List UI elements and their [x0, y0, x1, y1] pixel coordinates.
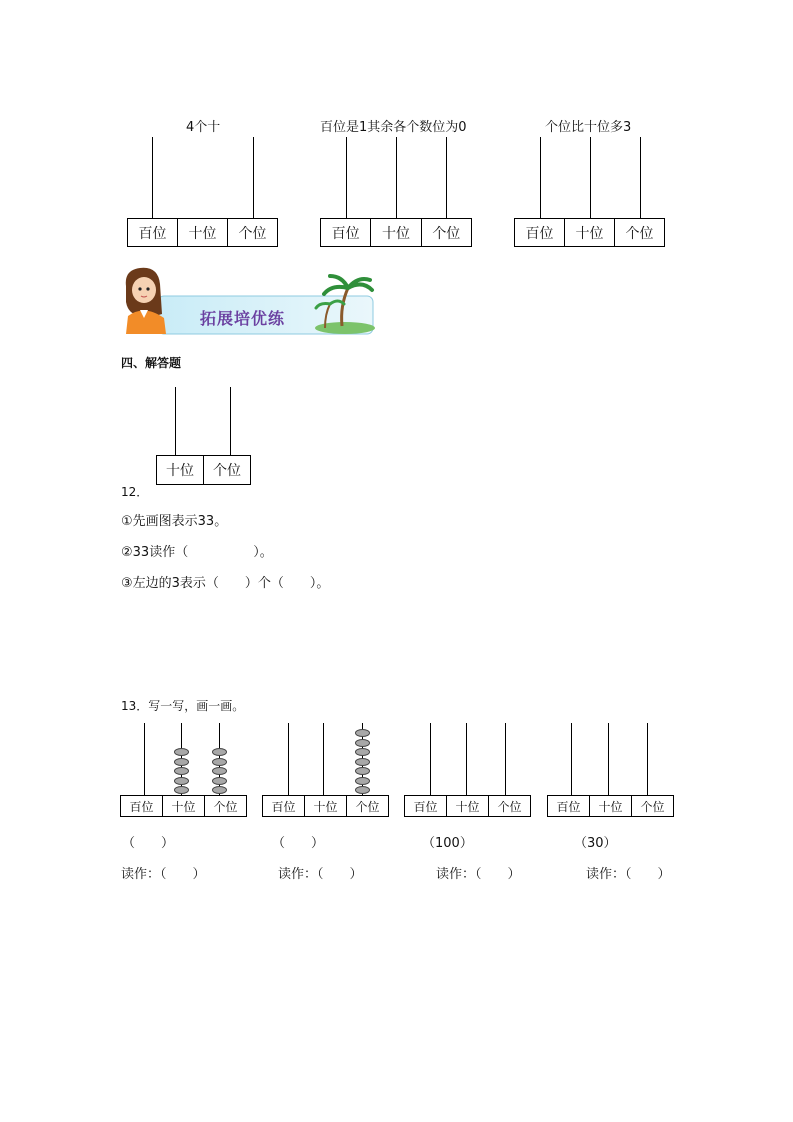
abacus-bead: [355, 729, 370, 737]
abacus-rod: [571, 723, 572, 796]
abacus-bead: [174, 767, 189, 775]
abacus-rod: [505, 723, 506, 796]
tens-cell: 十位: [590, 796, 632, 816]
section-title: 四、解答题: [121, 356, 182, 370]
abacus-rod: [346, 137, 347, 218]
abacus-bead: [212, 767, 227, 775]
place-value-table: [120, 795, 247, 817]
abacus-bead: [355, 786, 370, 794]
abacus-rod: [466, 723, 467, 796]
abacus-rod: [608, 723, 609, 796]
ones-cell: 个位: [640, 799, 665, 814]
hundreds-cell: 百位: [121, 796, 163, 816]
q12-line-3: ③左边的3表示（ ）个（ ）。: [121, 576, 330, 591]
q12-line-1: ①先画图表示33。: [121, 514, 228, 529]
ones-cell: 个位: [497, 799, 522, 814]
abacus-rod: [175, 387, 176, 456]
tens-cell: 十位: [447, 796, 489, 816]
abacus-label: 个位比十位多3: [545, 120, 632, 135]
tens-cell: 十位: [157, 456, 204, 484]
abacus-bead: [212, 748, 227, 756]
ones-cell: 个位: [625, 225, 654, 242]
ones-cell: 个位: [355, 799, 380, 814]
place-value-table: [547, 795, 674, 817]
q13-title: 13．写一写，画一画。: [121, 699, 245, 713]
place-value-table: [514, 218, 665, 247]
q12-line-2: ②33读作（ ）。: [121, 545, 273, 560]
abacus-rod: [396, 137, 397, 218]
place-value-table: [404, 795, 531, 817]
ones-cell: 个位: [213, 799, 238, 814]
abacus-rod: [647, 723, 648, 796]
abacus-bead: [355, 758, 370, 766]
read-as-blank: 读作：（ ）: [436, 867, 521, 882]
hundreds-cell: 百位: [263, 796, 305, 816]
ones-cell: 个位: [213, 463, 241, 479]
abacus-bead: [174, 786, 189, 794]
place-value-table: [262, 795, 389, 817]
question-number: 12．: [121, 485, 149, 499]
abacus-rod: [253, 137, 254, 218]
section-banner: [120, 266, 375, 336]
tens-cell: 十位: [565, 219, 615, 246]
read-as-blank: 读作：（ ）: [586, 867, 671, 882]
abacus-rod: [323, 723, 324, 796]
abacus-rod: [540, 137, 541, 218]
hundreds-cell: 百位: [128, 219, 178, 246]
abacus-bead: [174, 777, 189, 785]
banner-title: 拓展培优练: [200, 309, 286, 328]
abacus-bead: [355, 739, 370, 747]
hundreds-cell: 百位: [321, 219, 371, 246]
abacus-bead: [174, 758, 189, 766]
abacus-rod: [590, 137, 591, 218]
ones-cell: 个位: [432, 225, 461, 242]
place-value-table: [156, 455, 251, 485]
abacus-rod: [144, 723, 145, 796]
abacus-bead: [355, 767, 370, 775]
number-value: （100）: [422, 836, 473, 851]
abacus-bead: [174, 748, 189, 756]
tens-cell: 十位: [178, 219, 228, 246]
abacus-bead: [212, 786, 227, 794]
abacus-rod: [288, 723, 289, 796]
hundreds-cell: 百位: [515, 219, 565, 246]
abacus-label: 4个十: [186, 120, 221, 135]
number-blank: （ ）: [272, 836, 325, 851]
hundreds-cell: 百位: [548, 796, 590, 816]
abacus-rod: [446, 137, 447, 218]
hundreds-cell: 百位: [405, 796, 447, 816]
tens-cell: 十位: [163, 796, 205, 816]
read-as-blank: 读作：（ ）: [121, 867, 206, 882]
place-value-table: [320, 218, 472, 247]
abacus-rod: [640, 137, 641, 218]
abacus-bead: [212, 777, 227, 785]
ones-cell: 个位: [238, 225, 267, 242]
place-value-table: [127, 218, 278, 247]
abacus-label: 百位是1其余各个数位为0: [320, 120, 467, 135]
abacus-bead: [355, 777, 370, 785]
abacus-bead: [212, 758, 227, 766]
tens-cell: 十位: [371, 219, 421, 246]
abacus-rod: [430, 723, 431, 796]
abacus-rod: [230, 387, 231, 456]
abacus-rod: [152, 137, 153, 218]
number-blank: （ ）: [122, 836, 175, 851]
abacus-bead: [355, 748, 370, 756]
number-value: （30）: [574, 836, 617, 851]
tens-cell: 十位: [305, 796, 347, 816]
read-as-blank: 读作：（ ）: [278, 867, 363, 882]
